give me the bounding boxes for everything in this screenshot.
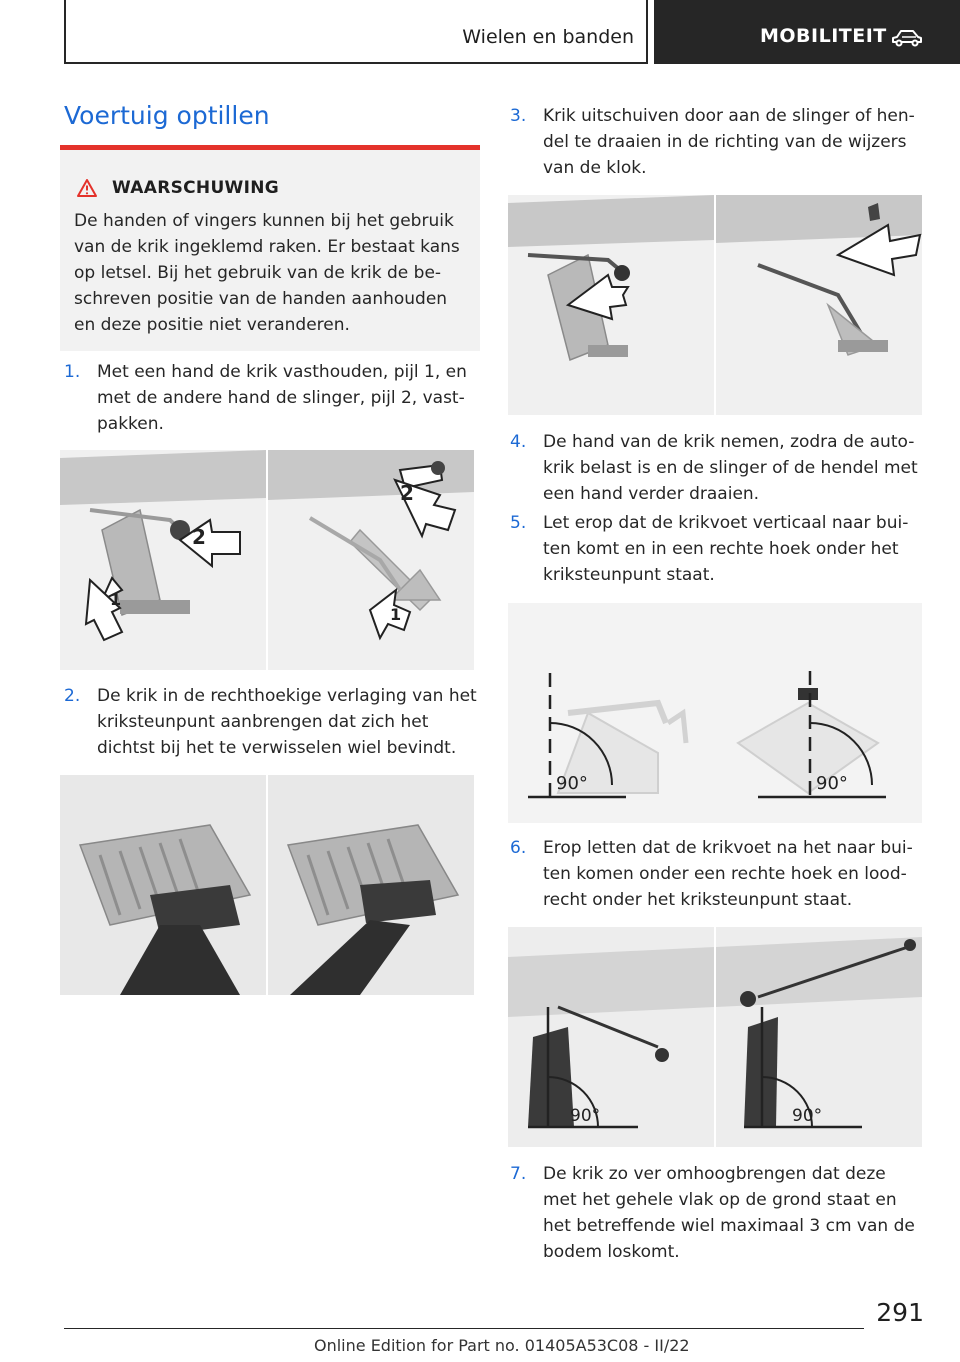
footer-divider [64,1328,864,1329]
figure-jack-placement [60,775,474,995]
angle-label-vertical-right: 90° [792,1106,823,1126]
step-text [543,103,915,181]
angle-label-left: 90° [556,773,588,794]
step-line: met het gehele vlak op de grond staat en [543,1190,897,1210]
step-text [543,835,913,913]
step-2 [64,683,480,763]
warning-text [74,208,470,338]
step-text [543,510,908,588]
warning-line: De handen of vingers kunnen bij het gebruik [74,211,454,231]
figure-hold-jack-illustration [60,450,474,670]
step-line: dichtst bij het te verwisselen wiel bevindt. [97,738,457,758]
step-number: 2. [64,686,81,706]
step-line: ten komen onder een rechte hoek en lood- [543,864,907,884]
step-number: 4. [510,432,527,452]
step-line: pakken. [97,414,164,434]
step-line: Met een hand de krik vasthouden, pijl 1, en [97,362,467,382]
step-line: recht onder het kriksteunpunt staat. [543,890,853,910]
figure-jack-placement-illustration [60,775,474,995]
figure-label-1b: 1 [390,605,402,624]
step-line: De hand van de krik nemen, zodra de auto- [543,432,915,452]
step-number: 5. [510,513,527,533]
header-chapter-tab [654,0,960,64]
figure-hold-jack [60,450,474,670]
step-line: Let erop dat de krikvoet verticaal naar bui- [543,513,909,533]
angle-label-vertical-left: 90° [570,1106,601,1126]
step-line: met de andere hand de slinger, pijl 2, vast- [97,388,465,408]
step-text [543,1161,915,1265]
step-4 [510,429,926,509]
step-line: bodem loskomt. [543,1242,680,1262]
section-title: Voertuig optillen [64,101,270,130]
step-text [97,683,477,761]
figure-label-2: 2 [192,525,206,549]
step-1 [64,359,480,439]
header-section-title: Wielen en banden [462,26,634,48]
step-line: De krik in de rechthoekige verlaging van het [97,686,477,706]
step-number: 7. [510,1164,527,1184]
warning-line: schreven positie van de handen aanhouden [74,289,448,309]
step-line: krik belast is en de slinger of de hendel met [543,458,918,478]
header-chapter-label: MOBILITEIT [760,25,887,47]
step-3 [510,103,926,183]
step-line: del te draaien in de richting van de wijzers [543,132,907,152]
page-number: 291 [876,1298,924,1327]
step-line: Krik uitschuiven door aan de slinger of hen- [543,106,915,126]
warning-box [60,145,480,351]
step-text [97,359,467,437]
figure-jack-vertical [508,927,922,1147]
step-line: een hand verder draaien. [543,484,760,504]
warning-title: WAARSCHUWING [112,178,280,198]
warning-header [76,178,279,198]
figure-right-angle-illustration [508,603,922,823]
figure-right-angle-diagram [508,603,922,823]
warning-triangle-icon [76,178,98,198]
step-number: 3. [510,106,527,126]
step-5 [510,510,926,590]
figure-label-1: 1 [110,590,122,609]
figure-extend-jack [508,195,922,415]
step-6 [510,835,926,915]
figure-jack-vertical-illustration [508,927,922,1147]
step-number: 1. [64,362,81,382]
car-icon [890,28,924,48]
angle-label-right: 90° [816,773,848,794]
step-line: Erop letten dat de krikvoet na het naar bui- [543,838,913,858]
step-text [543,429,918,507]
step-line: De krik zo ver omhoogbrengen dat deze [543,1164,886,1184]
step-line: van de klok. [543,158,647,178]
step-line: ten komt en in een rechte hoek onder het [543,539,899,559]
warning-line: op letsel. Bij het gebruik van de krik de be- [74,263,442,283]
step-number: 6. [510,838,527,858]
warning-line: en deze positie niet veranderen. [74,315,350,335]
warning-line: van de krik ingeklemd raken. Er bestaat kans [74,237,460,257]
step-7 [510,1161,926,1267]
figure-label-2b: 2 [400,481,414,505]
step-line: kriksteunpunt staat. [543,565,715,585]
figure-extend-jack-illustration [508,195,922,415]
footer-edition: Online Edition for Part no. 01405A53C08 - II/22 [314,1336,690,1355]
step-line: kriksteunpunt aanbrengen dat zich het [97,712,429,732]
step-line: het betreffende wiel maximaal 3 cm van de [543,1216,915,1236]
